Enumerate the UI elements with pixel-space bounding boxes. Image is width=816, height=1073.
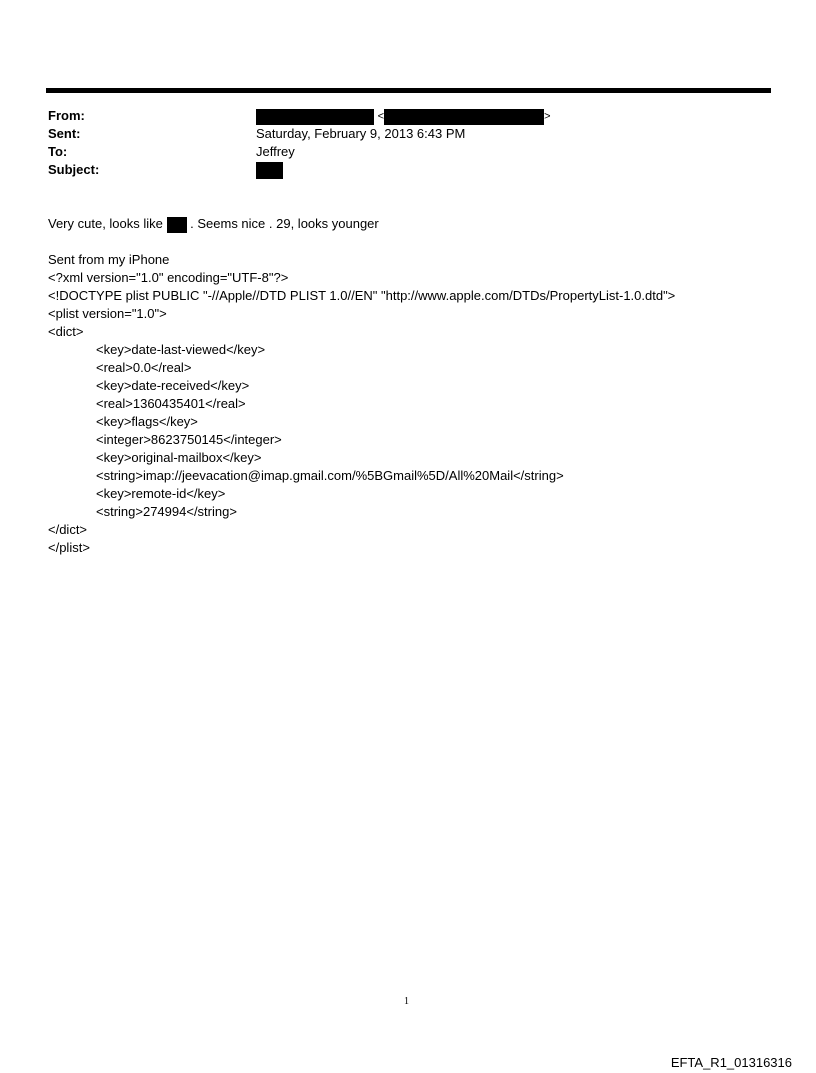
plist-entry: <real>0.0</real> bbox=[96, 360, 192, 375]
xml-declaration: <?xml version="1.0" encoding="UTF-8"?> bbox=[48, 270, 289, 285]
plist-close: </plist> bbox=[48, 540, 90, 555]
subject-label: Subject: bbox=[48, 162, 100, 177]
from-label: From: bbox=[48, 108, 85, 123]
message-line bbox=[48, 215, 778, 233]
document-id: EFTA_R1_01316316 bbox=[670, 1055, 792, 1070]
from-lt: < bbox=[377, 110, 385, 123]
from-value bbox=[256, 107, 551, 126]
sent-row bbox=[48, 125, 768, 143]
signature-line: Sent from my iPhone bbox=[48, 252, 170, 267]
subject-row bbox=[48, 161, 768, 179]
plist-entry: <key>remote-id</key> bbox=[96, 486, 226, 501]
plist-entry: <key>flags</key> bbox=[96, 414, 198, 429]
dict-open: <dict> bbox=[48, 324, 84, 339]
sent-value: Saturday, February 9, 2013 6:43 PM bbox=[256, 126, 466, 141]
message-text-before: Very cute, looks like bbox=[48, 216, 163, 231]
plist-open: <plist version="1.0"> bbox=[48, 306, 167, 321]
to-row bbox=[48, 143, 768, 161]
header-rule bbox=[46, 88, 771, 93]
plist-entry: <real>1360435401</real> bbox=[96, 396, 246, 411]
page-number: 1 bbox=[404, 996, 409, 1007]
blank-line bbox=[48, 233, 778, 251]
email-body bbox=[48, 215, 778, 557]
plist-entry: <key>date-last-viewed</key> bbox=[96, 342, 266, 357]
subject-value bbox=[256, 161, 283, 179]
plist-entry: <string>274994</string> bbox=[96, 504, 237, 519]
doctype-line: <!DOCTYPE plist PUBLIC "-//Apple//DTD PLIST 1.0//EN" "http://www.apple.com/DTDs/PropertyList-1.0.dtd"> bbox=[48, 288, 676, 303]
from-row bbox=[48, 107, 768, 125]
plist-entry: <key>original-mailbox</key> bbox=[96, 450, 262, 465]
redacted-sender-name bbox=[256, 109, 374, 125]
plist-entry: <string>imap://jeevacation@imap.gmail.com/%5BGmail%5D/All%20Mail</string> bbox=[96, 468, 564, 483]
to-label: To: bbox=[48, 144, 68, 159]
sent-label: Sent: bbox=[48, 126, 81, 141]
redacted-sender-email bbox=[384, 109, 544, 125]
dict-close: </dict> bbox=[48, 522, 88, 537]
to-value: Jeffrey bbox=[256, 144, 295, 159]
plist-entry: <integer>8623750145</integer> bbox=[96, 432, 282, 447]
from-gt: > bbox=[544, 110, 551, 123]
plist-entry: <key>date-received</key> bbox=[96, 378, 250, 393]
email-header bbox=[48, 107, 768, 179]
redacted-subject bbox=[256, 162, 283, 179]
redacted-name bbox=[167, 217, 187, 233]
message-text-after: . Seems nice . 29, looks younger bbox=[190, 216, 379, 231]
